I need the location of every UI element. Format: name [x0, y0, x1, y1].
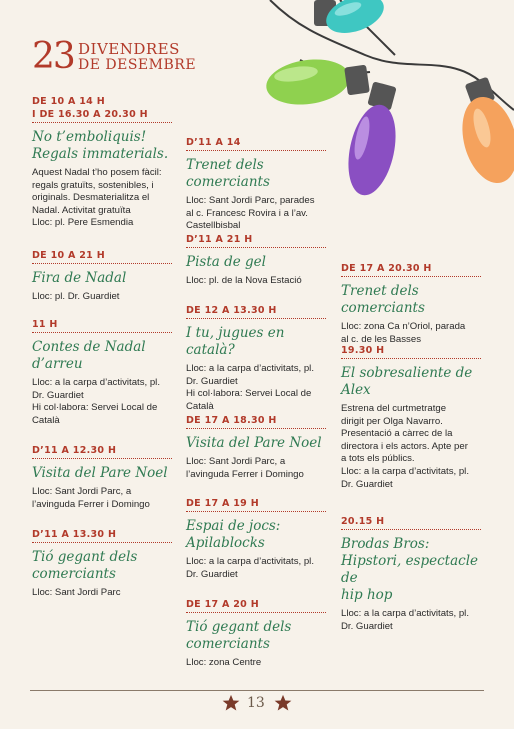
dotted-divider: [186, 150, 326, 151]
event-description: [341, 403, 491, 491]
event-description-line: Dr. Guardiet: [186, 375, 238, 387]
event-title-line: Brodas Bros:: [341, 536, 430, 552]
event-item: [186, 304, 336, 413]
event-title-line: Trenet dels comerciants: [341, 283, 425, 316]
event-description-line: Dr. Guardiet: [341, 620, 393, 632]
event-description-line: al c. de les Basses: [341, 333, 421, 345]
event-item: [32, 444, 182, 511]
event-title-line: comerciants: [186, 636, 270, 652]
event-description-line: Lloc: zona Centre: [186, 657, 262, 668]
dotted-divider: [341, 529, 481, 530]
event-description-line: originals. Desmaterialitza el: [32, 192, 150, 204]
event-title-line: Visita del Pare Noel: [32, 465, 168, 481]
event-description: [186, 195, 336, 233]
dotted-divider: [341, 276, 481, 277]
event-title-line: Contes de Nadal: [32, 339, 146, 355]
event-description: [186, 556, 336, 581]
day-header: [32, 38, 232, 78]
green-bulb-icon: [263, 54, 369, 109]
event-title-line: d’arreu: [32, 356, 83, 372]
event-title: [186, 325, 336, 359]
event-item: [32, 528, 182, 600]
event-description-line: Lloc: pl. Dr. Guardiet: [32, 291, 120, 302]
event-title: [32, 270, 182, 287]
event-time: 20.15 H: [341, 516, 385, 527]
event-title-line: Trenet dels comerciants: [186, 157, 270, 190]
event-title: [341, 283, 491, 317]
event-title-line: Apilablocks: [186, 535, 265, 551]
dotted-divider: [341, 358, 481, 359]
event-item: [186, 497, 336, 581]
event-description: [186, 456, 336, 481]
event-description-line: Dr. Guardiet: [186, 568, 238, 580]
event-time: DE 17 A 19 H: [186, 498, 259, 509]
month-label: DE DESEMBRE: [78, 57, 197, 73]
event-description-line: Català: [32, 414, 60, 426]
dotted-divider: [32, 263, 172, 264]
event-description-line: Aquest Nadal t’ho posem fàcil:: [32, 167, 162, 178]
event-item: [341, 344, 491, 491]
event-description: [32, 291, 182, 304]
event-title-line: Espai de jocs:: [186, 518, 281, 534]
star-icon: [274, 694, 292, 712]
event-description-line: Nadal. Activitat gratuïta: [32, 204, 131, 216]
event-time: DE 17 A 20.30 H: [341, 263, 432, 274]
event-time: DE 17 A 20 H: [186, 599, 259, 610]
event-item: [186, 136, 336, 233]
event-description-line: dirigit per Olga Navarro.: [341, 415, 443, 427]
event-description-line: Presentació a càrrec de la: [341, 428, 453, 440]
event-title: [32, 129, 182, 163]
event-description: [32, 377, 182, 427]
orange-bulb-icon: [453, 77, 514, 190]
event-title-line: No t’emboliquis!: [32, 129, 147, 145]
event-time: D’11 A 13.30 H: [32, 529, 117, 540]
event-description-line: l’avinguda Ferrer i Domingo: [32, 498, 150, 510]
event-description-line: Lloc: a la carpa d’activitats, pl.: [341, 465, 469, 477]
event-time: D’11 A 14: [186, 137, 241, 148]
event-description-line: Estrena del curtmetratge: [341, 403, 447, 414]
dotted-divider: [186, 318, 326, 319]
event-time: DE 10 A 21 H: [32, 250, 105, 261]
event-title-line: I tu, jugues en català?: [186, 325, 285, 358]
event-title-line: comerciants: [32, 566, 116, 582]
day-number: 23: [32, 36, 74, 77]
event-description-line: regals gratuïts, sostenibles, i: [32, 179, 154, 191]
event-item: [186, 414, 336, 481]
event-description-line: directora i els actors. Apte per: [341, 440, 468, 452]
event-time: DE 12 A 13.30 H: [186, 305, 277, 316]
event-title-line: El sobresaliente de: [341, 365, 473, 381]
event-title: [32, 339, 182, 373]
dotted-divider: [32, 122, 172, 123]
event-description-line: Català: [186, 400, 214, 412]
event-description: [186, 657, 336, 670]
event-description: [32, 587, 182, 600]
event-title-line: Fira de Nadal: [32, 270, 127, 286]
event-item: [32, 95, 182, 230]
dotted-divider: [32, 458, 172, 459]
page-footer: [0, 694, 514, 718]
event-title: [341, 536, 491, 604]
event-title: [32, 549, 182, 583]
event-title-line: Pista de gel: [186, 254, 266, 270]
event-description-line: Dr. Guardiet: [32, 389, 84, 401]
event-description-line: Lloc: a la carpa d’activitats, pl.: [186, 363, 314, 374]
event-title: [186, 435, 336, 452]
event-description-line: Lloc: a la carpa d’activitats, pl.: [341, 608, 469, 619]
event-title: [32, 465, 182, 482]
event-title: [186, 157, 336, 191]
event-time: 11 H: [32, 319, 58, 330]
dotted-divider: [186, 612, 326, 613]
event-description-line: Lloc: a la carpa d’activitats, pl.: [32, 377, 160, 388]
event-description: [32, 486, 182, 511]
event-title-line: Hipstori, espectacle de: [341, 553, 479, 586]
event-description: [186, 275, 336, 288]
event-title-line: hip hop: [341, 587, 393, 603]
event-title: [186, 254, 336, 271]
event-title: [186, 619, 336, 653]
event-title: [186, 518, 336, 552]
event-description-line: Lloc: Sant Jordi Parc, parades: [186, 195, 315, 206]
event-title-line: Tió gegant dels: [32, 549, 138, 565]
event-time: D’11 A 12.30 H: [32, 445, 117, 456]
weekday-label: DIVENDRES: [78, 40, 180, 58]
event-item: [32, 249, 182, 304]
event-title-line: Visita del Pare Noel: [186, 435, 322, 451]
star-icon: [222, 694, 240, 712]
cyan-bulb-icon: [314, 0, 389, 40]
event-item: [341, 262, 491, 346]
event-description-line: Dr. Guardiet: [341, 478, 393, 490]
dotted-divider: [186, 428, 326, 429]
event-description-line: al c. Francesc Rovira i a l’av.: [186, 207, 308, 219]
event-description-line: l’avinguda Ferrer i Domingo: [186, 468, 304, 480]
event-description: [32, 167, 182, 230]
event-description-line: Castellbisbal: [186, 220, 241, 232]
event-description-line: Lloc: pl. Pere Esmendia: [32, 217, 134, 229]
event-time: I DE 16.30 A 20.30 H: [32, 109, 148, 120]
event-time: DE 17 A 18.30 H: [186, 415, 277, 426]
footer-divider: [30, 690, 484, 691]
event-title-line: Tió gegant dels: [186, 619, 292, 635]
dotted-divider: [32, 542, 172, 543]
event-time: D’11 A 21 H: [186, 234, 253, 245]
event-item: [186, 598, 336, 670]
event-description: [341, 608, 491, 633]
purple-bulb-icon: [341, 81, 403, 199]
event-description-line: Lloc: Sant Jordi Parc, a: [32, 486, 132, 497]
event-description-line: Lloc: Sant Jordi Parc: [32, 587, 121, 598]
event-item: [186, 233, 336, 288]
dotted-divider: [186, 247, 326, 248]
event-description: [341, 321, 491, 346]
event-description-line: Lloc: Sant Jordi Parc, a: [186, 456, 286, 467]
event-title-line: Regals immaterials.: [32, 146, 169, 162]
event-description-line: Lloc: a la carpa d’activitats, pl.: [186, 556, 314, 567]
event-title: [341, 365, 491, 399]
event-time: DE 10 A 14 H: [32, 96, 105, 107]
event-description-line: Lloc: zona Ca n’Oriol, parada: [341, 321, 466, 332]
event-description-line: Lloc: pl. de la Nova Estació: [186, 275, 302, 286]
event-description-line: a tots els públics.: [341, 453, 415, 465]
event-time: 19.30 H: [341, 345, 385, 356]
event-title-line: Alex: [341, 382, 371, 398]
dotted-divider: [32, 332, 172, 333]
page-number: 13: [247, 695, 265, 711]
dotted-divider: [186, 511, 326, 512]
event-description-line: Hi col·labora: Servei Local de: [32, 402, 158, 414]
event-item: [32, 318, 182, 427]
event-description-line: Hi col·labora: Servei Local de: [186, 388, 312, 400]
event-description: [186, 363, 336, 413]
event-item: [341, 515, 491, 633]
